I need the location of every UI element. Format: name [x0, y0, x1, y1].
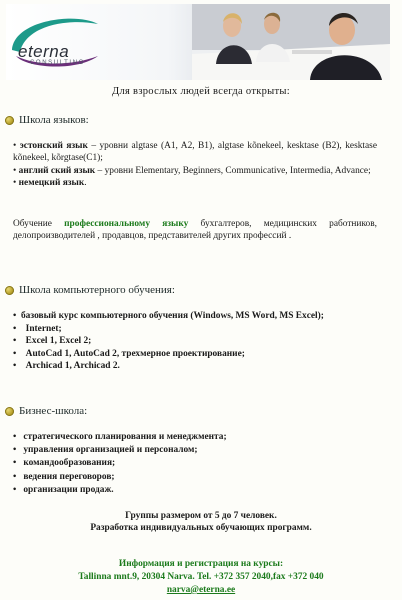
list-item-text: стратегического планирования и менеджмента;: [23, 432, 227, 442]
computer-list: [13, 310, 377, 373]
language-levels: – уровни algtase (A1, A2, B1), algtase kõnekeel, kesktase (B2), kesktase kõnekeel, kõrgtase(C1);: [13, 141, 377, 164]
list-item-text: командообразования;: [23, 458, 116, 469]
office-people-photo: [192, 4, 390, 80]
list-item: • базовый курс компьютерного обучения (Windows, MS Word, MS Excel);: [13, 311, 324, 321]
language-name: немецкий язык: [18, 178, 85, 189]
list-item: • эстонский язык – уровни algtase (A1, A2, B1), algtase kõnekeel, kesktase (B2), kesktase kõnekeel, kõrgtase(C1);: [13, 141, 377, 164]
language-levels: – уровни Elementary, Beginners, Communicative, Intermedia, Advance;: [95, 165, 371, 176]
note-highlight: профессиональному языку: [64, 219, 189, 229]
section-title-text: Школа языков:: [19, 114, 89, 126]
note-prefix: Обучение: [13, 219, 65, 229]
list-item: • стратегического планирования и менеджмента;: [13, 432, 227, 442]
language-name: эстонский язык: [19, 141, 88, 151]
section-computer-title: [5, 284, 175, 296]
logo-tagline: CONSULTING: [30, 60, 85, 66]
note-suffix: бухгалтеров, медицинских работников, делопроизводителей , продавцов, представителей других профессий .: [13, 219, 377, 242]
gold-bullet-icon: [5, 407, 14, 416]
list-item: • ведения переговоров;: [13, 471, 115, 482]
list-item: • англий ский язык – уровни Elementary, Beginners, Communicative, Intermedia, Advance;: [13, 165, 371, 176]
list-item-text: организации продаж.: [23, 484, 114, 495]
headline: Для взрослых людей всегда открыты:: [112, 86, 290, 97]
list-item: • Archicad 1, Archicad 2.: [13, 361, 120, 372]
language-name: англий ский язык: [18, 165, 96, 176]
contact-address: Tallinna mnt.9, 20304 Narva. Tel. +372 357 2040,fax +372 040: [78, 572, 324, 582]
language-levels: .: [84, 178, 87, 189]
professional-language-note: [13, 218, 377, 243]
list-item: • AutoCad 1, AutoCad 2, трехмерное проектирование;: [13, 348, 245, 359]
list-item-text: управления организацией и персоналом;: [23, 445, 198, 456]
languages-list: [13, 140, 377, 190]
gold-bullet-icon: [5, 286, 14, 295]
list-item: • немецкий язык.: [13, 178, 87, 189]
section-title-text: Бизнес-школа:: [19, 405, 88, 417]
section-business-title: [5, 405, 87, 417]
group-size-text: Группы размером от 5 до 7 человек.: [125, 511, 277, 521]
list-item: • Internet;: [13, 323, 62, 334]
list-item-text: AutoCad 1, AutoCad 2, трехмерное проектирование;: [25, 348, 245, 359]
list-item: • организации продаж.: [13, 484, 114, 495]
gold-bullet-icon: [5, 116, 14, 125]
section-title-text: Школа компьютерного обучения:: [19, 284, 175, 296]
list-item-text: базовый курс компьютерного обучения (Windows, MS Word, MS Excel);: [20, 311, 324, 321]
contact-email-link[interactable]: narva@eterna.ee: [166, 585, 236, 595]
custom-programs-text: Разработка индивидуальных обучающих программ.: [90, 523, 312, 533]
section-languages-title: [5, 114, 89, 126]
list-item-text: ведения переговоров;: [23, 471, 115, 482]
list-item: • Excel 1, Excel 2;: [13, 336, 92, 347]
list-item-text: Internet;: [25, 323, 62, 334]
list-item: • командообразования;: [13, 458, 116, 469]
list-item-text: Archicad 1, Archicad 2.: [25, 361, 120, 372]
contact-title: Информация и регистрация на курсы:: [118, 559, 284, 569]
list-item-text: Excel 1, Excel 2;: [25, 336, 92, 347]
business-list: [13, 431, 377, 497]
list-item: • управления организацией и персоналом;: [13, 445, 198, 456]
header-banner: [6, 4, 390, 80]
logo-name: eterna: [18, 42, 70, 61]
